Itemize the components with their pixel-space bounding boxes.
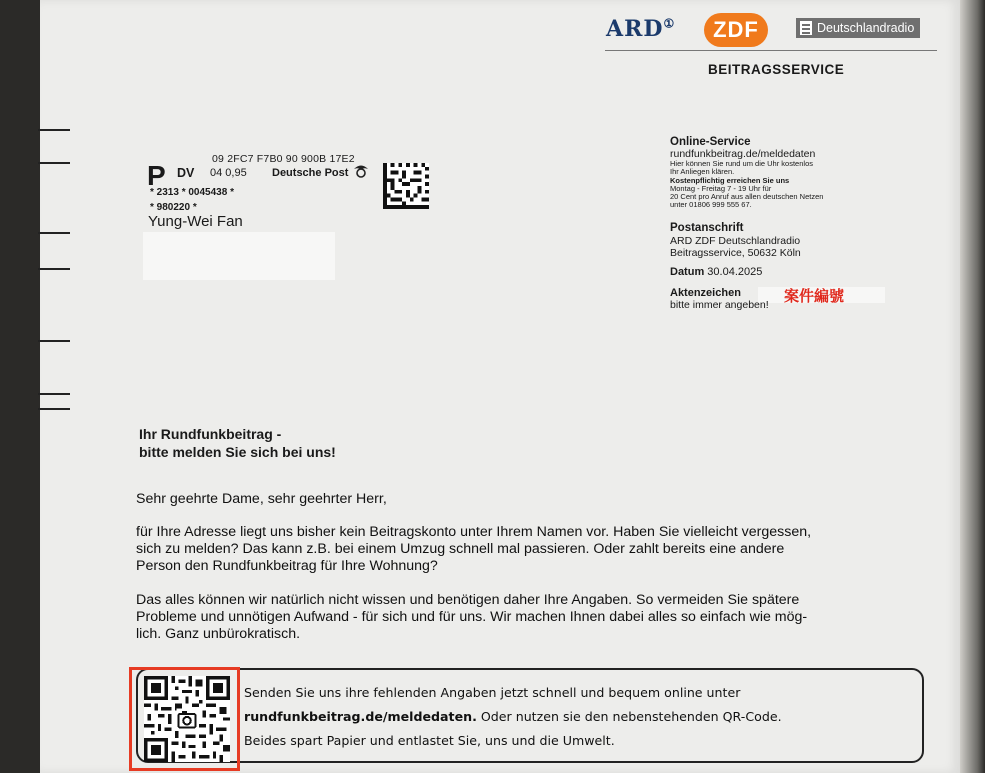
letter-subject bbox=[139, 425, 336, 461]
date-row bbox=[670, 266, 762, 278]
postage-code: 09 2FC7 F7B0 90 900B 17E2 bbox=[212, 153, 355, 165]
carrier-name: Deutsche Post bbox=[272, 167, 349, 179]
posthorn-icon bbox=[352, 163, 370, 179]
datamatrix-code bbox=[382, 163, 430, 209]
salutation: Sehr geehrte Dame, sehr geehrter Herr, bbox=[136, 491, 387, 507]
postage-id-2: * 980220 * bbox=[150, 202, 197, 213]
subject-line: bitte melden Sie sich bei uns! bbox=[139, 444, 336, 460]
postage-p-mark: P bbox=[147, 160, 166, 191]
info-box-line: Senden Sie uns ihre fehlenden Angaben jetzt schnell und bequem online unter bbox=[244, 685, 741, 700]
paragraph-line: für Ihre Adresse liegt uns bisher kein Beitragskonto unter Ihrem Namen vor. Haben Sie vielleicht vergessen, bbox=[136, 524, 812, 540]
reference-label: Aktenzeichen bbox=[670, 287, 741, 299]
paragraph-line: sich zu melden? Das kann z.B. bei einem Umzug schnell mal passieren. Oder zahlt bereits eine andere bbox=[136, 541, 785, 557]
postanschrift-heading: Postanschrift bbox=[670, 222, 744, 234]
fold-mark bbox=[38, 408, 70, 410]
beitragsservice-label: BEITRAGSSERVICE bbox=[708, 62, 845, 77]
online-note: Montag - Freitag 7 - 19 Uhr für bbox=[670, 184, 772, 193]
recipient-name: Yung-Wei Fan bbox=[148, 213, 243, 230]
header-divider bbox=[605, 50, 937, 51]
online-service-heading: Online-Service bbox=[670, 136, 751, 148]
online-note: Hier können Sie rund um die Uhr kostenlos bbox=[670, 159, 813, 168]
fold-mark bbox=[38, 162, 70, 164]
online-note: Ihr Anliegen klären. bbox=[670, 167, 735, 176]
info-box-line: rundfunkbeitrag.de/meldedaten. Oder nutzen sie den nebenstehenden QR-Code. bbox=[244, 709, 782, 724]
reference-note: bitte immer angeben! bbox=[670, 299, 769, 311]
meldedaten-link[interactable]: rundfunkbeitrag.de/meldedaten. bbox=[244, 709, 477, 724]
postage-id-1: * 2313 * 0045438 * bbox=[150, 187, 234, 198]
paper-edge-shadow bbox=[960, 0, 985, 773]
zdf-logo: ZDF bbox=[704, 13, 768, 47]
fold-mark bbox=[38, 232, 70, 234]
fold-mark bbox=[38, 340, 70, 342]
subject-line: Ihr Rundfunkbeitrag - bbox=[139, 426, 282, 442]
ard-logo: ARD① bbox=[606, 16, 676, 42]
info-box-line: Beides spart Papier und entlastet Sie, uns und die Umwelt. bbox=[244, 733, 615, 748]
online-note: Kostenpflichtig erreichen Sie uns bbox=[670, 176, 790, 185]
online-note: 20 Cent pro Anruf aus allen deutschen Netzen bbox=[670, 192, 824, 201]
online-service-url[interactable]: rundfunkbeitrag.de/meldedaten bbox=[670, 148, 816, 160]
fold-mark bbox=[38, 129, 70, 131]
paragraph-line: lich. Ganz unbürokratisch. bbox=[136, 626, 301, 642]
fold-mark bbox=[38, 393, 70, 395]
radio-icon bbox=[800, 21, 812, 35]
date-label: Datum bbox=[670, 266, 705, 278]
reference-value: 案件編號 bbox=[784, 288, 845, 305]
postage-price: 04 0,95 bbox=[210, 167, 247, 179]
online-note: unter 01806 999 555 67. bbox=[670, 200, 752, 209]
address-line: Beitragsservice, 50632 Köln bbox=[670, 247, 801, 259]
paragraph-line: Probleme und unnötigen Aufwand - für sich und für uns. Wir machen Ihnen dabei alles so einfach wie mög- bbox=[136, 609, 808, 625]
qr-highlight-frame bbox=[129, 667, 240, 771]
deutschlandradio-logo: Deutschlandradio bbox=[796, 18, 920, 38]
paragraph-line: Person den Rundfunkbeitrag für Ihre Wohnung? bbox=[136, 558, 438, 574]
fold-mark bbox=[38, 268, 70, 270]
postage-dv: DV bbox=[177, 166, 195, 180]
paragraph-line: Das alles können wir natürlich nicht wissen und benötigen daher Ihre Angaben. So vermeiden Sie spätere bbox=[136, 592, 800, 608]
letter-page bbox=[40, 0, 960, 773]
date-value: 30.04.2025 bbox=[707, 266, 763, 278]
redacted-address bbox=[143, 232, 335, 280]
address-line: ARD ZDF Deutschlandradio bbox=[670, 235, 801, 247]
